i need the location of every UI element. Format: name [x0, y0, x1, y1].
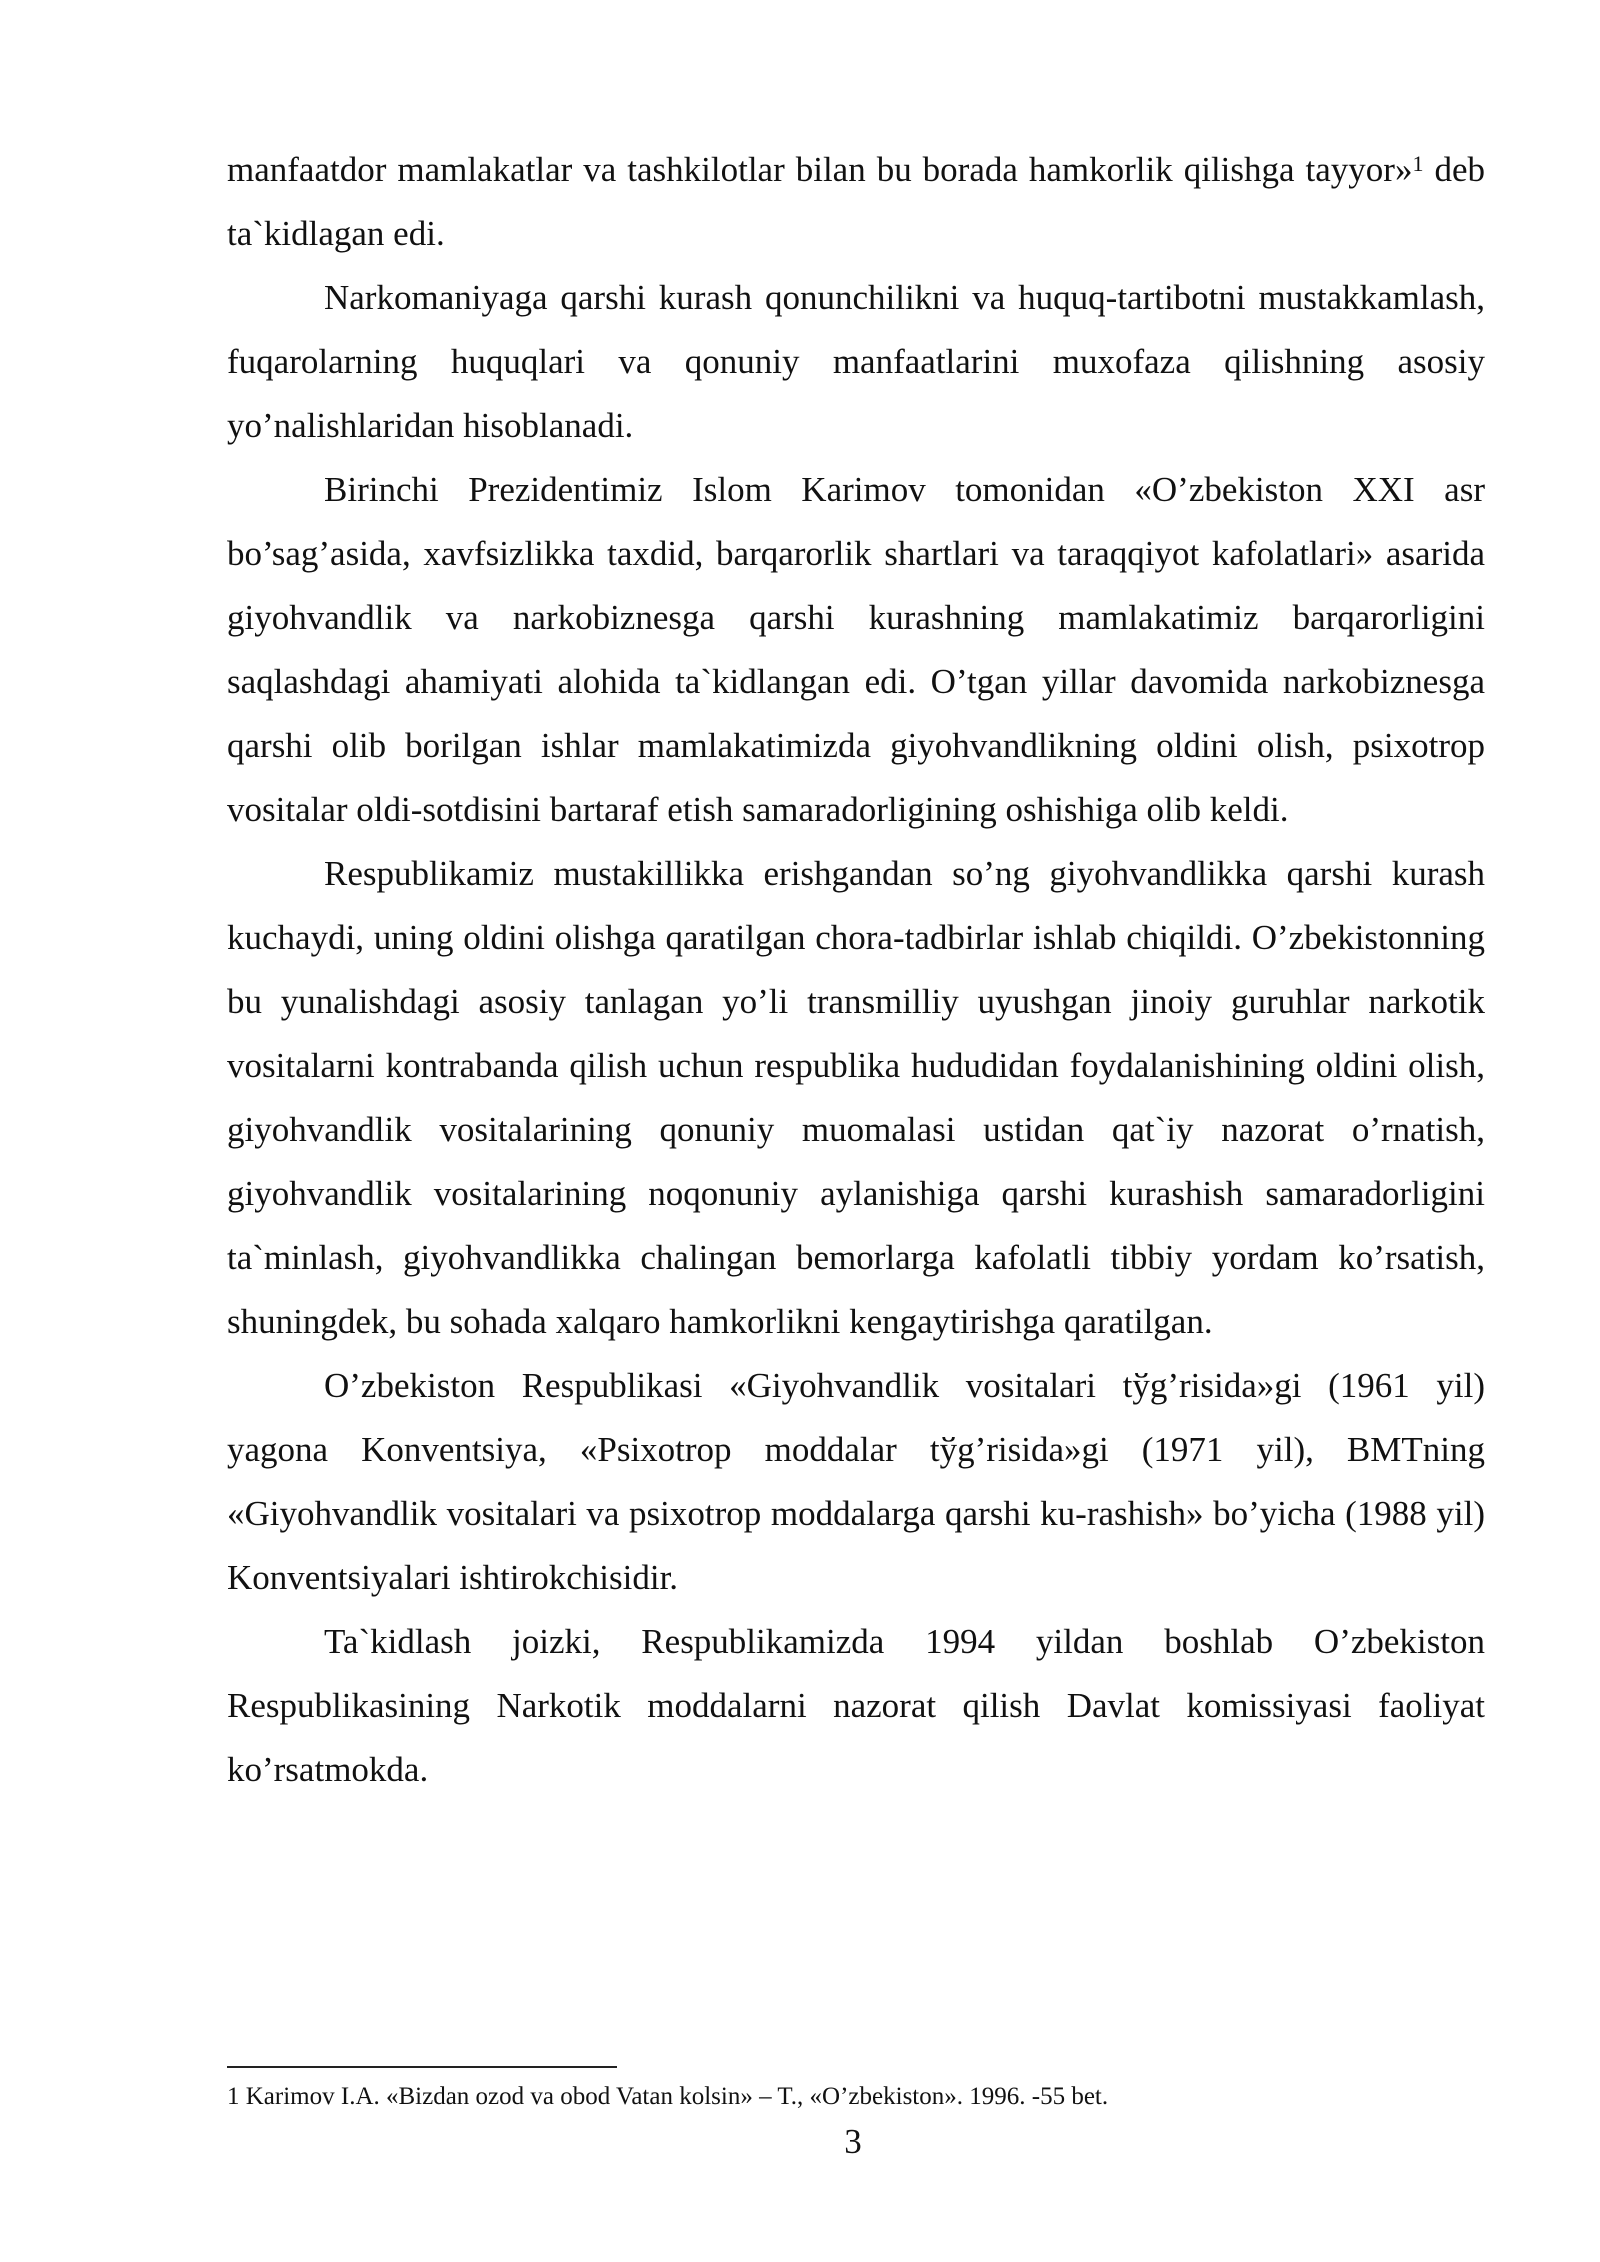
footnote-reference[interactable]: 1 [1412, 151, 1424, 177]
paragraph: Narkomaniyaga qarshi kurash qonunchilikni va huquq-tartibotni mustakkamlash, fuqarolarning huquqlari va qonuniy manfaatlarini muxofaza qilishning asosiy yo’nalishlaridan hisoblanadi. [227, 278, 1485, 445]
paragraph-text: deb ta`kidlagan edi. [227, 150, 1485, 253]
paragraph: Birinchi Prezidentimiz Islom Karimov tomonidan «O’zbekiston XXI asr bo’sag’asida, xavfsizlikka taxdid, barqarorlik shartlari va taraqqiyot kafolatlari» asarida giyohvandlik va narkobiznesga qarshi kurashning mamlakatimiz barqarorligini saqlashdagi ahamiyati alohida ta`kidlangan edi. O’tgan yillar davomida narkobiznesga qarshi olib borilgan ishlar mamlakatimizda giyohvandlikning oldini olish, psixotrop vositalar oldi-sotdisini bartaraf etish samaradorligining oshishiga olib keldi. [227, 470, 1485, 829]
body-text [227, 138, 1485, 1802]
page-number: 3 [844, 2122, 862, 2161]
paragraph: Ta`kidlash joizki, Respublikamizda 1994 yildan boshlab O’zbekiston Respublikasining Narkotik moddalarni nazorat qilish Davlat komissiyasi faoliyat ko’rsatmokda. [227, 1622, 1485, 1789]
footnote-separator [227, 2066, 617, 2068]
footnote: 1 Karimov I.A. «Bizdan ozod va obod Vatan kolsin» – T., «O’zbekiston». 1996. -55 bet. [227, 2083, 1109, 2110]
paragraph-continuation [227, 138, 1485, 266]
paragraph: Respublikamiz mustakillikka erishgandan so’ng giyohvandlikka qarshi kurash kuchaydi, uning oldini olishga qaratilgan chora-tadbirlar ishlab chiqildi. O’zbekistonning bu yunalishdagi asosiy tanlagan yo’li transmilliy uyushgan jinoiy guruhlar narkotik vositalarni kontrabanda qilish uchun respublika hududidan foydalanishining oldini olish, giyohvandlik vositalarining qonuniy muomalasi ustidan qat`iy nazorat o’rnatish, giyohvandlik vositalarining noqonuniy aylanishiga qarshi kurashish samaradorligini ta`minlash, giyohvandlikka chalingan bemorlarga kafolatli tibbiy yordam ko’rsatish, shuningdek, bu sohada xalqaro hamkorlikni kengaytirishga qaratilgan. [227, 854, 1485, 1341]
paragraph: O’zbekiston Respublikasi «Giyohvandlik vositalari tўg’risida»gi (1961 yil) yagona Konventsiya, «Psixotrop moddalar tўg’risida»gi (1971 yil), BMTning «Giyohvandlik vositalari va psixotrop moddalarga qarshi ku-rashish» bo’yicha (1988 yil) Konventsiyalari ishtirokchisidir. [227, 1366, 1485, 1597]
paragraph-text: manfaatdor mamlakatlar va tashkilotlar bilan bu borada hamkorlik qilishga tayyor» [227, 150, 1413, 189]
